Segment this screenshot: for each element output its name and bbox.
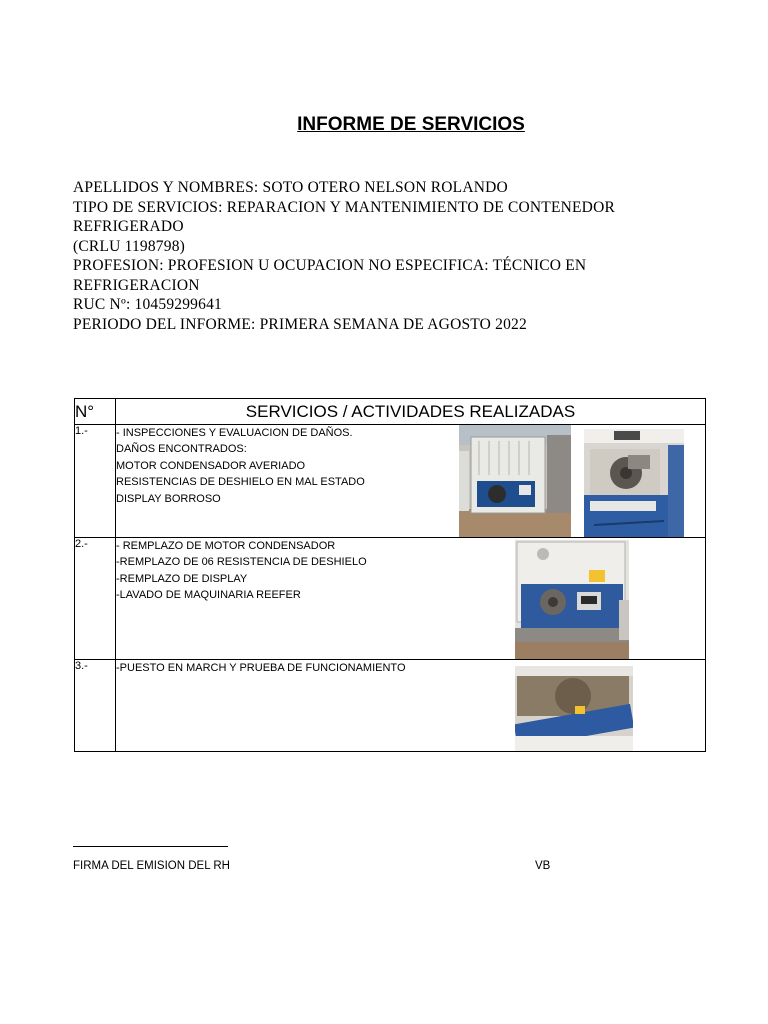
repaired-unit-photo	[515, 540, 629, 659]
info-profession-cont: REFRIGERACION	[73, 276, 200, 294]
services-table	[74, 398, 706, 752]
row-activities	[116, 660, 706, 752]
activity-line: -REMPLAZO DE 06 RESISTENCIA DE DESHIELO	[116, 556, 367, 569]
signature-line	[73, 846, 228, 847]
row-activities	[116, 425, 706, 538]
info-service-type-cont: REFRIGERADO	[73, 218, 184, 235]
row-number: 1.-	[75, 425, 116, 538]
row-number: 2.-	[75, 538, 116, 660]
report-info-block	[73, 178, 713, 334]
page-title: INFORME DE SERVICIOS	[297, 114, 525, 135]
activity-line: -LAVADO DE MAQUINARIA REEFER	[116, 589, 301, 602]
row-activities	[116, 538, 706, 660]
activity-line: MOTOR CONDENSADOR AVERIADO	[116, 459, 306, 472]
activity-line: -REMPLAZO DE DISPLAY	[116, 572, 248, 585]
table-row	[75, 660, 706, 752]
table-row	[75, 425, 706, 538]
table-header-row	[75, 399, 706, 425]
info-period: PERIODO DEL INFORME: PRIMERA SEMANA DE AGOSTO 2022	[73, 315, 527, 333]
approval-label: VB	[535, 860, 551, 872]
info-ruc: RUC Nº: 10459299641	[73, 296, 222, 313]
column-header-activities: SERVICIOS / ACTIVIDADES REALIZADAS	[116, 399, 706, 425]
condenser-detail-photo	[584, 429, 684, 537]
container-front-photo	[459, 425, 571, 537]
table-row	[75, 538, 706, 660]
operation-test-photo	[515, 666, 633, 751]
info-container-id: (CRLU 1198798)	[73, 237, 186, 255]
activity-line: - REMPLAZO DE MOTOR CONDENSADOR	[116, 540, 336, 552]
signature-label: FIRMA DEL EMISION DEL RH	[73, 860, 230, 872]
column-header-number: N°	[75, 399, 116, 425]
activity-line: - INSPECCIONES Y EVALUACION DE DAÑOS.	[116, 427, 353, 439]
activity-line: -PUESTO EN MARCH Y PRUEBA DE FUNCIONAMIENTO	[116, 662, 406, 674]
info-names: APELLIDOS Y NOMBRES: SOTO OTERO NELSON ROLANDO	[73, 179, 508, 196]
info-service-type: TIPO DE SERVICIOS: REPARACION Y MANTENIMIENTO DE CONTENEDOR	[73, 198, 616, 216]
activity-line: RESISTENCIAS DE DESHIELO EN MAL ESTADO	[116, 476, 365, 489]
row-number: 3.-	[75, 660, 116, 752]
info-profession: PROFESION: PROFESION U OCUPACION NO ESPECIFICA: TÉCNICO EN	[73, 257, 587, 274]
activity-line: DAÑOS ENCONTRADOS:	[116, 443, 247, 456]
activity-line: DISPLAY BORROSO	[116, 492, 221, 505]
